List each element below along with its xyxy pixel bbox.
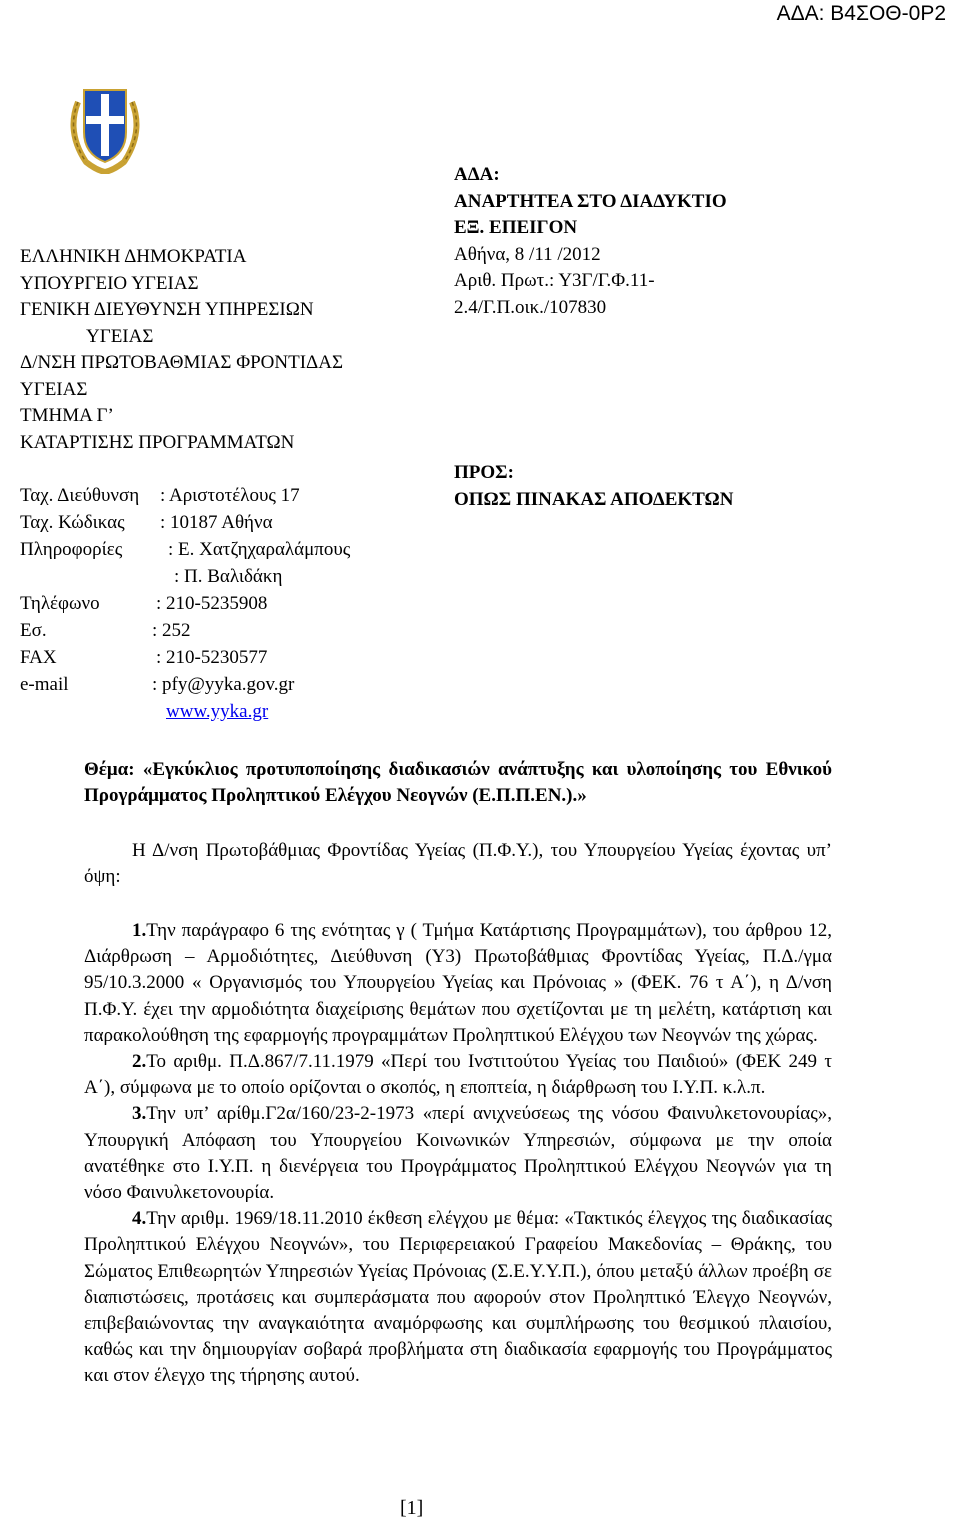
list-item xyxy=(84,1101,832,1206)
fax-label: FAX xyxy=(20,647,57,668)
item-text: Την παράγραφο 6 της ενότητας γ ( Τμήμα Κατάρτισης Προγραμμάτων), του άρθρου 12, Διάρθρωση – Αρμοδιότητες, Διεύθυνση (Υ3) Πρωτοβάθμιας Φροντίδας Υγείας, Π.Δ./γμα 95/10.3.2000 « Οργανισμός του Υπουργείου Υγείας και Πρόνοιας » (ΦΕΚ. 76 τ Α΄), η Δ/νση Π.Φ.Υ. έχει την αρμοδιότητα διαχείρισης θεμάτων που σχετίζονται με τη μελέτη, κατάρτιση και παρακολούθηση της εφαρμογής προγραμμάτων Προληπτικού Ελέγχου των Νεογνών της χώρας. xyxy=(84,920,832,1046)
phone-label: Τηλέφωνο xyxy=(20,593,100,614)
right-header-block xyxy=(454,162,727,321)
items-block xyxy=(84,918,832,1390)
sender-line: Δ/ΝΣΗ ΠΡΩΤΟΒΑΘΜΙΑΣ ΦΡΟΝΤΙΔΑΣ xyxy=(20,352,344,373)
ext-label: Εσ. xyxy=(20,620,47,641)
item-number: 3. xyxy=(132,1103,147,1125)
postcode-value: : 10187 Αθήνα xyxy=(160,512,273,533)
item-text: Την υπ’ αρίθμ.Γ2α/160/23-2-1973 «περί ανιχνεύσεως της νόσου Φαινυλκετονουρίας», Υπουργική Απόφαση του Υπουργείου Κοινωνικών Υπηρεσιών, σύμφωνα με την οποία ανατέθηκε στο Ι.Υ.Π. η διενέργεια του Προγράμματος Προληπτικού Ελέγχου Νεογνών για τη νόσο Φαινυλκετονουρία. xyxy=(84,1103,832,1204)
recipients-block xyxy=(454,460,733,513)
sender-line: ΓΕΝΙΚΗ ΔΙΕΥΘΥΝΣΗ ΥΠΗΡΕΣΙΩΝ xyxy=(20,299,314,320)
page-number: [1] xyxy=(400,1497,424,1519)
sender-line: ΚΑΤΑΡΤΙΣΗΣ ΠΡΟΓΡΑΜΜΑΤΩΝ xyxy=(20,431,295,453)
subject-text: Θέμα: «Εγκύκλιος προτυποποίησης διαδικασιών ανάπτυξης και υλοποίησης του Εθνικού Προγράμματος Προληπτικού Ελέγχου Νεογνών (Ε.Π.Π.ΕΝ.).» xyxy=(84,759,832,807)
info-label: Πληροφορίες xyxy=(20,539,123,560)
greek-emblem-icon xyxy=(64,82,146,174)
fax-value: : 210-5230577 xyxy=(156,647,268,668)
phone-value: : 210-5235908 xyxy=(156,593,268,614)
sender-block xyxy=(20,244,343,456)
website-link[interactable]: www.yyka.gr xyxy=(166,701,269,722)
list-item xyxy=(84,1206,832,1389)
address-value: : Αριστοτέλους 17 xyxy=(160,485,300,506)
to-value: ΟΠΩΣ ΠΙΝΑΚΑΣ ΑΠΟΔΕΚΤΩΝ xyxy=(454,488,734,510)
subject-block xyxy=(84,757,832,809)
info-value-2: : Π. Βαλιδάκη xyxy=(174,566,283,587)
document-date: Αθήνα, 8 /11 /2012 xyxy=(454,243,601,265)
list-item xyxy=(84,1049,832,1101)
protocol-number-1: Αριθ. Πρωτ.: Υ3Γ/Γ.Φ.11- xyxy=(454,270,655,291)
posting-note: ΑΝΑΡΤΗΤΕΑ ΣΤΟ ΔΙΑΔΥΚΤΙΟ xyxy=(454,190,727,212)
intro-block xyxy=(84,838,832,890)
protocol-number-2: 2.4/Γ.Π.οικ./107830 xyxy=(454,296,607,318)
sender-line: ΤΜΗΜΑ Γ’ xyxy=(20,405,114,426)
intro-text: Η Δ/νση Πρωτοβάθμιας Φροντίδας Υγείας (Π.Φ.Υ.), του Υπουργείου Υγείας έχοντας υπ’ όψη: xyxy=(84,840,832,888)
postcode-label: Ταχ. Κώδικας xyxy=(20,512,125,533)
ada-label: ΑΔΑ: xyxy=(454,164,500,185)
to-label: ΠΡΟΣ: xyxy=(454,462,514,483)
ext-value: : 252 xyxy=(152,620,191,641)
item-number: 1. xyxy=(132,920,147,941)
sender-line: ΥΓΕΙΑΣ xyxy=(20,378,88,400)
sender-line: ΕΛΛΗΝΙΚΗ ΔΗΜΟΚΡΑΤΙΑ xyxy=(20,246,247,267)
sender-line: ΥΓΕΙΑΣ xyxy=(86,325,154,347)
email-value: : pfy@yyka.gov.gr xyxy=(152,674,295,695)
sender-line: ΥΠΟΥΡΓΕΙΟ ΥΓΕΙΑΣ xyxy=(20,272,199,294)
contact-block xyxy=(20,485,440,735)
urgency-note: ΕΞ. ΕΠΕΙΓΟΝ xyxy=(454,217,578,238)
item-text: Την αριθμ. 1969/18.11.2010 έκθεση ελέγχου με θέμα: «Τακτικός έλεγχος της διαδικασίας Προληπτικού Ελέγχου Νεογνών», του Περιφερειακού Γραφείου Μακεδονίας – Θράκης, του Σώματος Επιθεωρητών Υπηρεσιών Υγείας Πρόνοιας (Σ.Ε.Υ.Υ.Π.), όπου μεταξύ άλλων προέβη σε διαπιστώσεις, προτάσεις και συμπεράσματα που αφορούν στον Προληπτικό Έλεγχο Νεογνών, επιβεβαιώνοντας την αναγκαιότητα αναμόρφωσης και συμπλήρωσης του θεσμικού πλαισίου, καθώς και την δημιουργίαν σοβαρά προβλήματα στη διαδικασία εφαρμογής του Προγράμματος και στον έλεγχο της τήρησης αυτού. xyxy=(84,1208,832,1387)
list-item xyxy=(84,918,832,1049)
item-number: 4. xyxy=(132,1208,147,1230)
email-label: e-mail xyxy=(20,674,69,695)
item-number: 2. xyxy=(132,1051,147,1073)
item-text: Το αριθμ. Π.Δ.867/7.11.1979 «Περί του Ινστιτούτου Υγείας του Παιδιού» (ΦΕΚ 249 τ Α΄), σύμφωνα με το οποίο ορίζονται ο σκοπός, η εποπτεία, η διάρθρωση του Ι.Υ.Π. κ.λ.π. xyxy=(84,1051,832,1099)
address-label: Ταχ. Διεύθυνση xyxy=(20,485,140,506)
ada-header: ΑΔΑ: Β4ΣΟΘ-0Ρ2 xyxy=(776,2,946,25)
info-value: : Ε. Χατζηχαραλάμπους xyxy=(168,539,351,560)
